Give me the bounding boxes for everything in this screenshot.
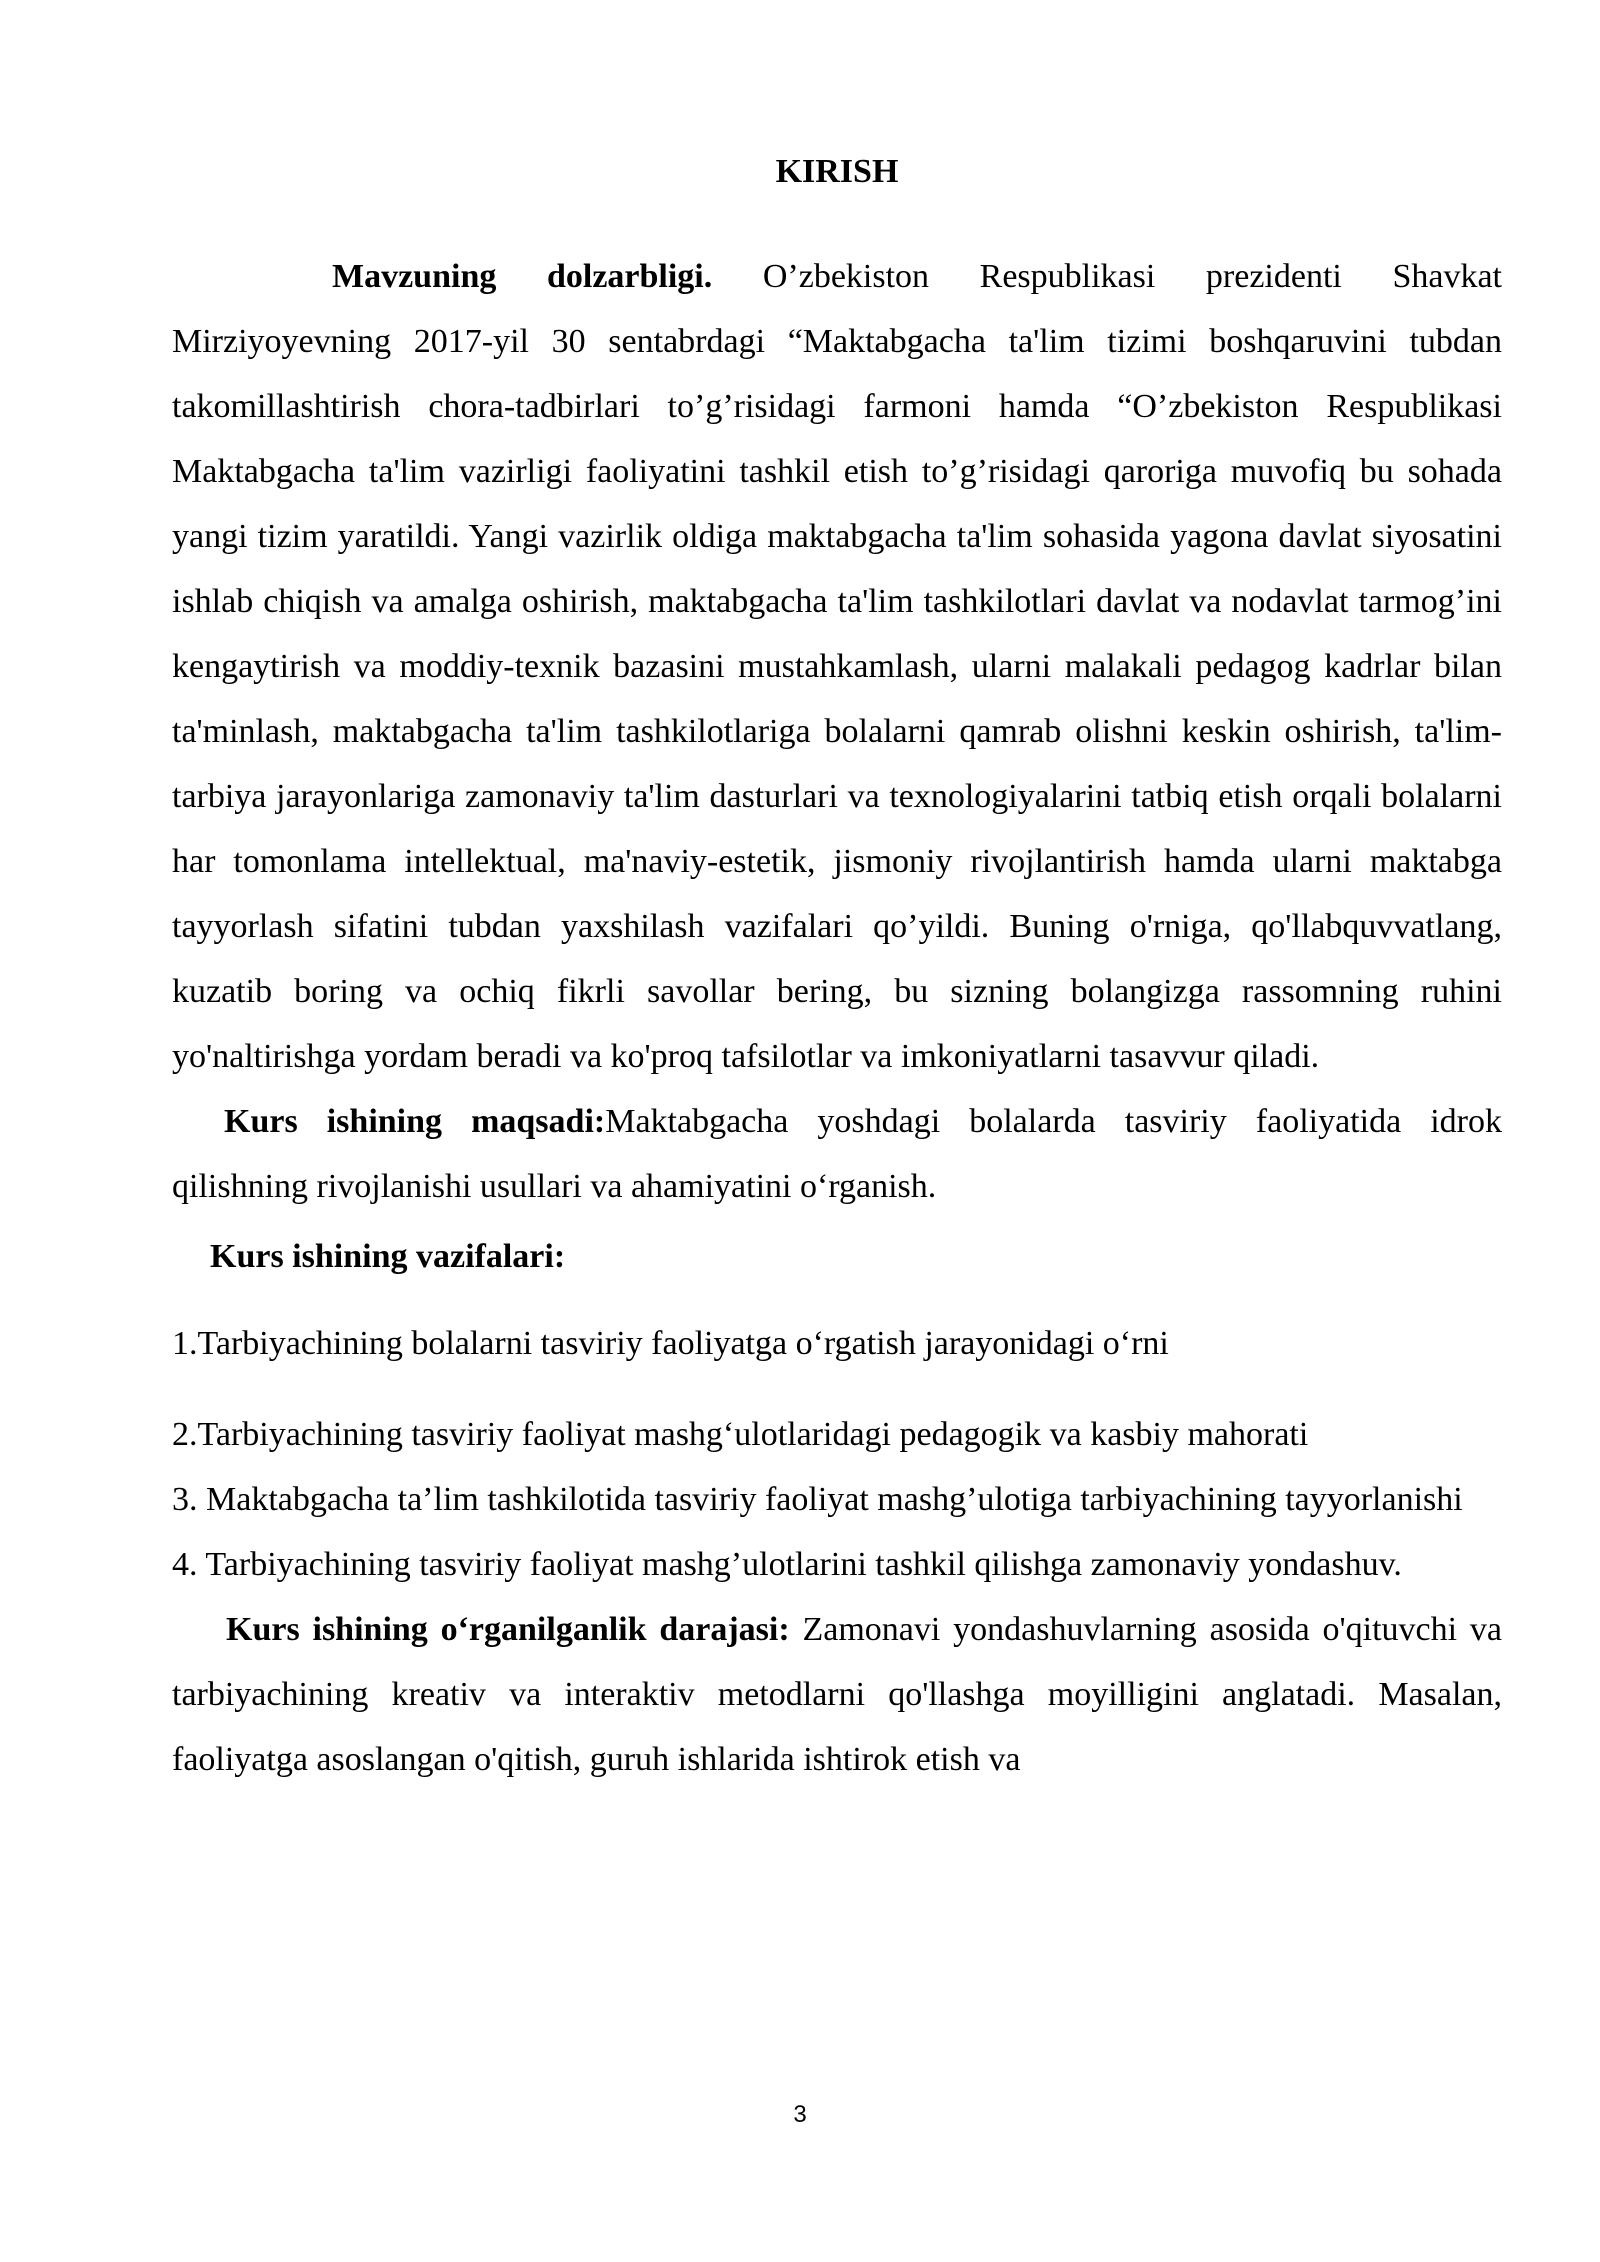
task-item-1: 1.Tarbiyachining bolalarni tasviriy faoliyatga o‘rgatish jarayonidagi o‘rni <box>172 1325 1169 1362</box>
intro-text: O’zbekiston Respublikasi prezidenti Shavkat Mirziyoyevning 2017-yil 30 sentabrdagi “Maktabgacha ta'lim tizimi boshqaruvini tubdan takomillashtirish chora-tadbirlari to’g’risidagi farmoni hamda “O’zbekiston Respublikasi Maktabgacha ta'lim vazirligi faoliyatini tashkil etish to’g’risidagi qaroriga muvofiq bu sohada yangi tizim yaratildi. Yangi vazirlik oldiga maktabgacha ta'lim sohasida yagona davlat siyosatini ishlab chiqish va amalga oshirish, maktabgacha ta'lim tashkilotlari davlat va nodavlat tarmog’ini kengaytirish va moddiy-texnik bazasini mustahkamlash, ularni malakali pedagog kadrlar bilan ta'minlash, maktabgacha ta'lim tashkilotlariga bolalarni qamrab olishni keskin oshirish, ta'lim-tarbiya jarayonlariga zamonaviy ta'lim dasturlari va texnologiyalarini tatbiq etish orqali bolalarni har tomonlama intellektual, ma'naviy-estetik, jismoniy rivojlantirish hamda ularni maktabga tayyorlash sifatini tubdan yaxshilash vazifalari qo’yildi. Buning o'rniga, qo'llabquvvatlang, kuzatib boring va ochiq fikrli savollar bering, bu sizning bolangizga rassomning ruhini yo'naltirishga yordam beradi va ko'proq tafsilotlar va imkoniyatlarni tasavvur qiladi. <box>172 258 1502 1075</box>
goal-lead: Kurs ishining maqsadi: <box>224 1103 606 1140</box>
study-lead: Kurs ishining o‘rganilganlik darajasi: <box>226 1611 790 1648</box>
task-item-4: 4. Tarbiyachining tasviriy faoliyat mashg’ulotlarini tashkil qilishga zamonaviy yondashuv. <box>172 1546 1402 1583</box>
study-paragraph <box>172 1597 1502 1792</box>
goal-paragraph <box>172 1089 1502 1219</box>
study-text: Zamonavi yondashuvlarning asosida o'qituvchi va tarbiyachining kreativ va interaktiv metodlarni qo'llashga moyilligini anglatadi. Masalan, faoliyatga asoslangan o'qitish, guruh ishlarida ishtirok etish va <box>172 1611 1502 1778</box>
tasks-lead: Kurs ishining vazifalari: <box>210 1238 566 1275</box>
page-number: 3 <box>793 2101 807 2128</box>
tasks-heading <box>172 1224 1502 1289</box>
page-title: KIRISH <box>775 153 899 190</box>
task-item-2: 2.Tarbiyachining tasviriy faoliyat mashg‘ulotlaridagi pedagogik va kasbiy mahorati <box>172 1416 1309 1453</box>
page-content <box>172 150 1502 1792</box>
goal-text: Maktabgacha yoshdagi bolalarda tasviriy faoliyatida idrok qilishning rivojlanishi usullari va ahamiyatini o‘rganish. <box>172 1103 1502 1205</box>
intro-paragraph <box>172 244 1502 1089</box>
intro-lead: Mavzuning dolzarbligi. <box>332 258 713 295</box>
task-item-3: 3. Maktabgacha ta’lim tashkilotida tasviriy faoliyat mashg’ulotiga tarbiyachining tayyorlanishi <box>172 1481 1463 1518</box>
